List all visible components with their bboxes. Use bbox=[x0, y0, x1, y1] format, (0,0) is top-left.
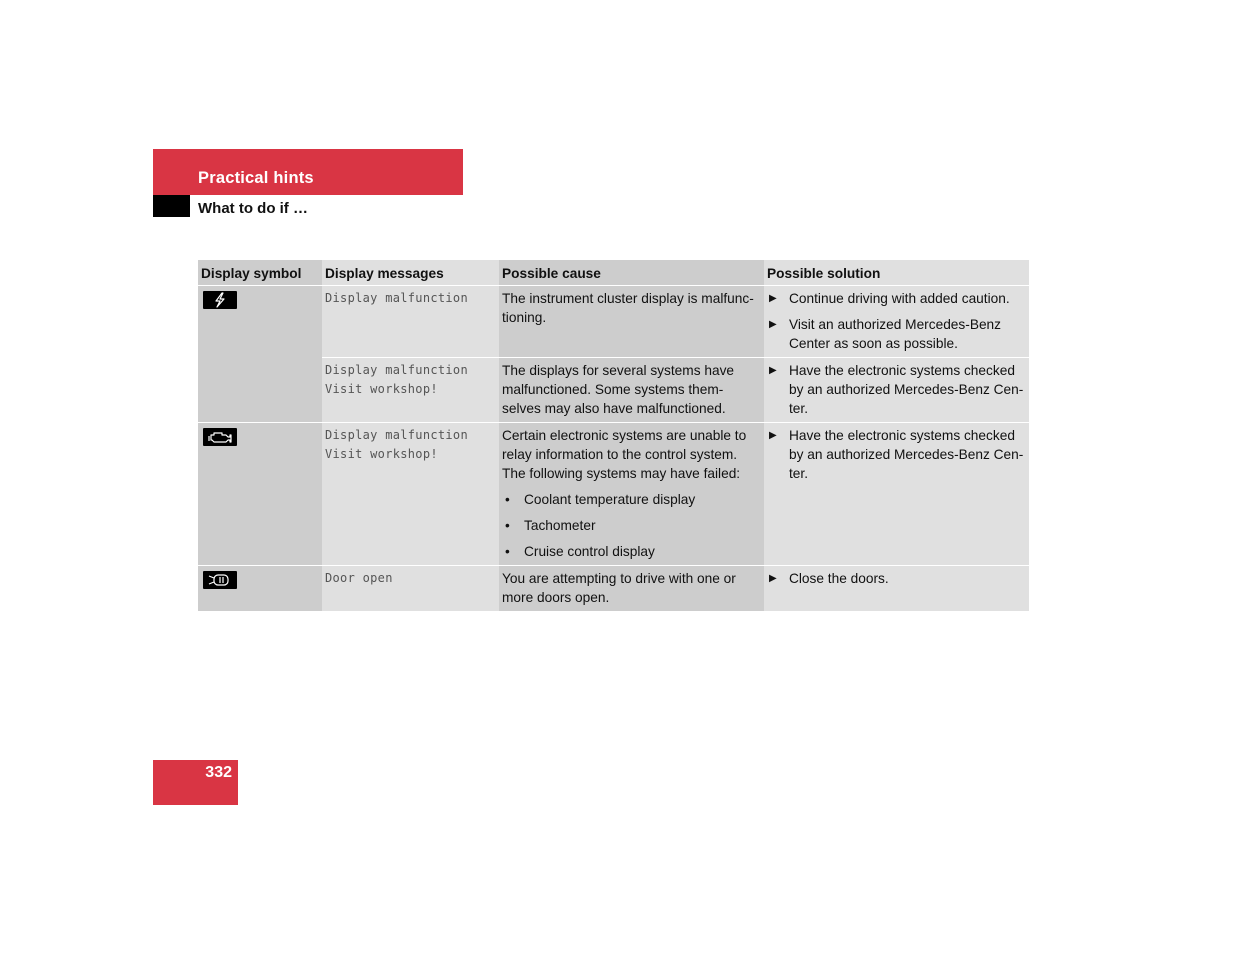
cause-text: Certain electronic systems are unable to relay information to the control system. The following systems may have failed: bbox=[502, 428, 747, 481]
arrow-right-icon: ▶ bbox=[769, 319, 777, 330]
display-message-line: Display malfunction bbox=[325, 291, 468, 305]
message-cell bbox=[322, 566, 499, 612]
section-subtitle: What to do if … bbox=[198, 200, 308, 217]
table-row bbox=[198, 358, 1029, 423]
lightning-bolt-icon bbox=[203, 291, 237, 309]
section-title: Practical hints bbox=[198, 169, 314, 187]
symbol-cell bbox=[198, 286, 322, 423]
solution-cell bbox=[764, 358, 1029, 423]
solution-item: ▶ Continue driving with added caution. bbox=[769, 291, 1010, 306]
cause-list-item: • Tachometer bbox=[505, 518, 596, 533]
table-row bbox=[198, 286, 1029, 358]
bullet-icon: • bbox=[505, 492, 510, 507]
table-row bbox=[198, 423, 1029, 566]
symbol-cell bbox=[198, 566, 322, 612]
bullet-icon: • bbox=[505, 544, 510, 559]
solution-cell bbox=[764, 286, 1029, 358]
display-message-line: Door open bbox=[325, 571, 393, 585]
cause-cell bbox=[499, 566, 764, 612]
cause-cell bbox=[499, 358, 764, 423]
display-message-line: Visit workshop! bbox=[325, 382, 438, 396]
column-header-symbol: Display symbol bbox=[198, 260, 322, 286]
section-marker-block bbox=[153, 195, 190, 217]
solution-item: ▶ Have the electronic systems checked by an authorized Mercedes-Benz Cen-ter. bbox=[769, 363, 1024, 416]
cause-list-item: • Coolant temperature display bbox=[505, 492, 696, 507]
display-message-line: Display malfunction bbox=[325, 363, 468, 377]
cause-cell bbox=[499, 286, 764, 358]
solution-item: ▶ Visit an authorized Mercedes-Benz Center as soon as possible. bbox=[769, 317, 1002, 351]
cause-cell bbox=[499, 423, 764, 566]
message-cell bbox=[322, 286, 499, 358]
message-cell bbox=[322, 358, 499, 423]
arrow-right-icon: ▶ bbox=[769, 573, 777, 584]
arrow-right-icon: ▶ bbox=[769, 365, 777, 376]
solution-item: ▶ Have the electronic systems checked by an authorized Mercedes-Benz Cen-ter. bbox=[769, 428, 1024, 481]
arrow-right-icon: ▶ bbox=[769, 293, 777, 304]
solution-cell bbox=[764, 566, 1029, 612]
table-row bbox=[198, 566, 1029, 612]
column-header-solution: Possible solution bbox=[764, 260, 1029, 286]
engine-icon bbox=[203, 428, 237, 446]
column-header-cause: Possible cause bbox=[499, 260, 764, 286]
symbol-cell bbox=[198, 423, 322, 566]
cause-text: You are attempting to drive with one or more doors open. bbox=[502, 571, 736, 605]
cause-text: The instrument cluster display is malfunc-tioning. bbox=[502, 291, 754, 325]
page-number-tab bbox=[153, 760, 238, 805]
section-header-bar bbox=[153, 149, 463, 195]
page-number: 332 bbox=[205, 764, 232, 781]
display-message-line: Visit workshop! bbox=[325, 447, 438, 461]
cause-text: The displays for several systems have malfunctioned. Some systems them-selves may also have malfunctioned. bbox=[502, 363, 735, 416]
table-header-row bbox=[198, 260, 1029, 286]
cause-list-item: • Cruise control display bbox=[505, 544, 655, 559]
arrow-right-icon: ▶ bbox=[769, 430, 777, 441]
message-cell bbox=[322, 423, 499, 566]
column-header-messages: Display messages bbox=[322, 260, 499, 286]
display-message-line: Display malfunction bbox=[325, 428, 468, 442]
solution-cell bbox=[764, 423, 1029, 566]
bullet-icon: • bbox=[505, 518, 510, 533]
troubleshooting-table bbox=[198, 260, 1029, 611]
solution-item: ▶ Close the doors. bbox=[769, 571, 889, 586]
door-open-icon bbox=[203, 571, 237, 589]
